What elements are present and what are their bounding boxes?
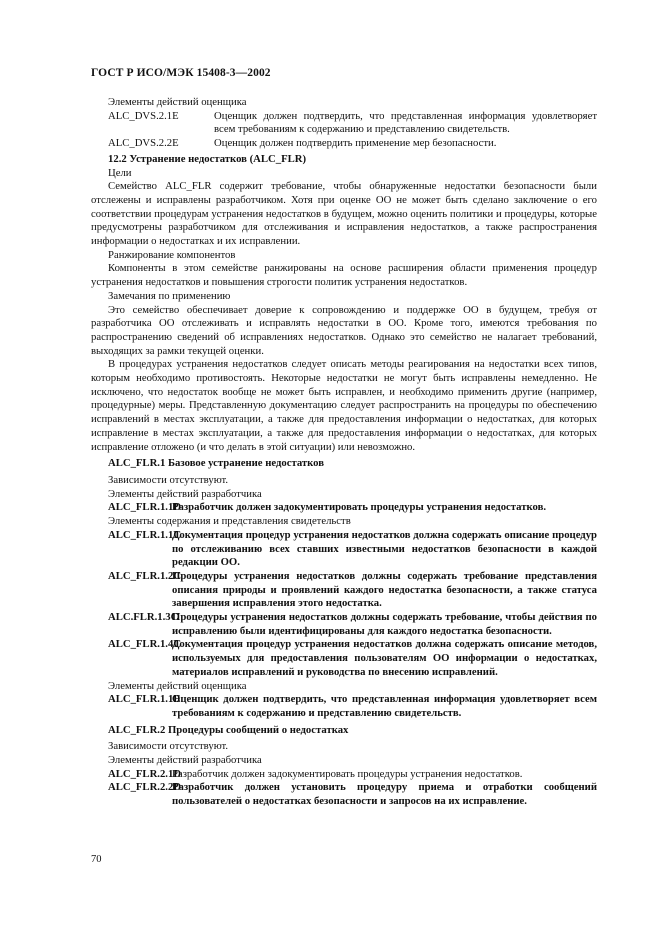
element-alc-flr-1-1c <box>91 529 597 570</box>
flr1-dependencies: Зависимости отсутствуют. <box>108 473 229 486</box>
element-alc-dvs-2-1e <box>91 110 597 137</box>
element-code: ALC_FLR.1.2C <box>108 569 182 582</box>
element-text: Процедуры устранения недостатков должны содержать требование представления описания природы и проявлений каждого недостатка безопасности, а также статуса завершения исправления этого недостатка. <box>172 569 597 610</box>
element-alc-flr-1-4c <box>91 638 597 679</box>
flr2-title: ALC_FLR.2 Процедуры сообщений о недостатках <box>108 723 349 736</box>
element-text: Оценщик должен подтвердить, что представленная информация удовлетворяет всем требованиям к содержанию и представлению свидетельств. <box>214 109 597 136</box>
flr1-evaluator-label: Элементы действий оценщика <box>108 679 247 692</box>
section-title: 12.2 Устранение недостатков (ALC_FLR) <box>108 152 306 165</box>
evaluator-actions-label: Элементы действий оценщика <box>108 96 247 108</box>
goals-label: Цели <box>108 166 132 179</box>
element-text: Разработчик должен установить процедуру приема и отработки сообщений пользователей о недостатках безопасности и запросов на их исправление. <box>172 781 597 808</box>
document-body <box>91 96 597 809</box>
notes-paragraph-1: Это семейство обеспечивает доверие к сопровождению и поддержке ОО в будущем, требуя от разработчика ОО отслеживать и исправлять недостатки в ОО. Кроме того, имеются требования по распространению сведений об исправлениях недостатков. Однако это семейство не налагает требований, выходящих за рамки текущей оценки. <box>91 303 597 357</box>
flr1-title: ALC_FLR.1 Базовое устранение недостатков <box>108 457 325 470</box>
notes-label: Замечания по применению <box>108 289 231 302</box>
flr2-developer-label: Элементы действий разработчика <box>108 754 262 767</box>
element-alc-flr-2-2d <box>91 781 597 808</box>
element-code: ALC_FLR.2.2D <box>108 781 182 794</box>
element-code: ALC_DVS.2.2E <box>108 137 179 150</box>
element-text: Оценщик должен подтвердить применение мер безопасности. <box>214 137 497 150</box>
element-alc-flr-1-3c <box>91 611 597 638</box>
element-code: ALC_FLR.2.1D <box>108 767 182 780</box>
element-text: Разработчик должен задокументировать процедуры устранения недостатков. <box>172 501 547 514</box>
element-alc-dvs-2-2e <box>91 137 597 151</box>
element-text: Документация процедур устранения недостатков должна содержать описание методов, используемых для предоставления пользователям ОО информации о недостатках, материалов исправлений и руководства по внесению исправлений. <box>172 638 597 678</box>
page-number: 70 <box>91 854 102 865</box>
element-code: ALC.FLR.1.3C <box>108 611 179 624</box>
ranking-text: Компоненты в этом семействе ранжированы на основе расширения области применения процедур устранения недостатков и повышения строгости политик устранения недостатков. <box>91 262 597 289</box>
element-text: Разработчик должен задокументировать процедуры устранения недостатков. <box>172 767 523 780</box>
element-code: ALC_DVS.2.1E <box>108 109 179 122</box>
element-alc-flr-1-2c <box>91 570 597 611</box>
element-text: Документация процедур устранения недостатков должна содержать описание процедур по отслеживанию всех ставших известными недостатков безопасности в каждой редакции ОО. <box>172 528 597 569</box>
element-alc-flr-1-1e <box>91 693 597 720</box>
goals-text: Семейство ALC_FLR содержит требование, чтобы обнаруженные недостатки безопасности были отслежены и исправлены разработчиком. Хотя при оценке ОО не может быть сделано заключение о его соответствии процедурам устранения недостатков в будущем, можно оценить политики и процедуры, которые предусмотрены разработчиком для отслеживания и исправления недостатков, а также распространения информации о недостатках и их исправлении. <box>91 180 597 248</box>
element-code: ALC_FLR.1.1C <box>108 528 182 541</box>
element-text: Оценщик должен подтвердить, что представленная информация удовлетворяет всем требованиям к содержанию и представлению свидетельств. <box>172 693 597 719</box>
element-code: ALC_FLR.1.4C <box>108 638 182 651</box>
flr2-dependencies: Зависимости отсутствуют. <box>108 740 229 753</box>
element-text: Процедуры устранения недостатков должны содержать требование, чтобы действия по исправлению были идентифицированы для каждого недостатка безопасности. <box>172 611 597 637</box>
flr1-content-label: Элементы содержания и представления свидетельств <box>108 515 351 528</box>
flr1-developer-label: Элементы действий разработчика <box>108 487 262 500</box>
ranking-label: Ранжирование компонентов <box>108 248 236 261</box>
element-code: ALC_FLR.1.1D <box>108 501 182 514</box>
element-alc-flr-1-1d <box>91 501 597 515</box>
page-header: ГОСТ Р ИСО/МЭК 15408-3—2002 <box>91 67 271 79</box>
element-alc-flr-2-1d <box>91 768 597 782</box>
element-code: ALC_FLR.1.1E <box>108 693 181 706</box>
notes-paragraph-2: В процедурах устранения недостатков следует описать методы реагирования на недостатки всех типов, которым необходимо противостоять. Некоторые недостатки не могут быть исправлены немедленно. Не исключено, что недостаток вообще не может быть исправлен, и необходимо применить другие (например, процедурные) меры. Представленную документацию следует распространить на процедуры по обеспечению исправлений в местах эксплуатации, а также для предоставления информации о недостатках, для которых исправление в местах эксплуатации, а также для предоставления информации о недостатках, для которых исправление отложено (и что делать в этой ситуации) или невозможно. <box>91 358 597 453</box>
